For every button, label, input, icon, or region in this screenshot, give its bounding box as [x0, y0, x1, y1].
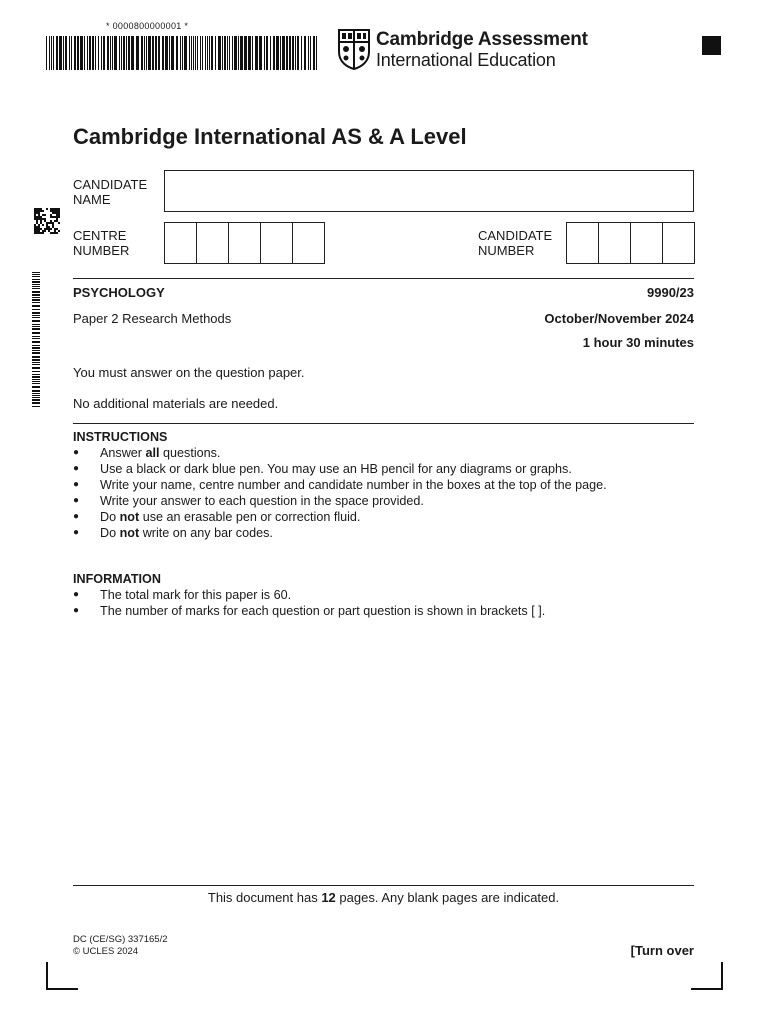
bullet-icon: ● [73, 479, 80, 490]
list-item: ● Do not use an erasable pen or correction fluid. [73, 510, 361, 524]
bullet-icon: ● [73, 447, 80, 458]
list-item: ● Do not write on any bar codes. [73, 526, 273, 540]
bullet-icon: ● [73, 605, 80, 616]
list-item: ● Write your name, centre number and candidate number in the boxes at the top of the page. [73, 478, 607, 492]
digit-box[interactable] [197, 223, 229, 263]
bullet-icon: ● [73, 463, 80, 474]
crest-icon [337, 28, 371, 70]
subject: PSYCHOLOGY [73, 285, 165, 300]
digit-box[interactable] [261, 223, 293, 263]
information-list [73, 587, 545, 619]
candidate-name-label: CANDIDATE NAME [73, 177, 148, 207]
crop-mark-left [46, 962, 78, 990]
digit-box[interactable] [165, 223, 197, 263]
registration-mark [702, 36, 721, 55]
logo-line-2: International Education [376, 50, 556, 70]
answer-note: You must answer on the question paper. [73, 365, 305, 380]
candidate-number-input[interactable] [566, 222, 695, 264]
exam-session: October/November 2024 [544, 311, 694, 326]
candidate-number-label: CANDIDATE NUMBER [478, 228, 553, 258]
duration: 1 hour 30 minutes [582, 335, 694, 350]
instructions-list [73, 445, 607, 541]
barcode [46, 36, 320, 70]
bullet-icon: ● [73, 527, 80, 538]
digit-box[interactable] [293, 223, 324, 263]
page-title: Cambridge International AS & A Level [73, 124, 467, 149]
divider [73, 423, 694, 424]
paper-name: Paper 2 Research Methods [73, 311, 232, 326]
list-item: ● The total mark for this paper is 60. [73, 588, 292, 602]
logo-line-1: Cambridge Assessment [376, 29, 588, 50]
centre-number-label: CENTRE NUMBER [73, 228, 130, 258]
materials-note: No additional materials are needed. [73, 396, 279, 411]
turn-over: [Turn over [630, 943, 694, 958]
digit-box[interactable] [599, 223, 631, 263]
paper-code: 9990/23 [647, 285, 694, 300]
candidate-name-input[interactable] [164, 170, 694, 212]
list-item: ● Use a black or dark blue pen. You may use an HB pencil for any diagrams or graphs. [73, 462, 572, 476]
list-item: ● Write your answer to each question in the space provided. [73, 494, 424, 508]
divider [73, 885, 694, 886]
barcode-number: * 0000800000001 * [106, 21, 189, 31]
digit-box[interactable] [631, 223, 663, 263]
bullet-icon: ● [73, 495, 80, 506]
cambridge-logo [337, 28, 587, 72]
side-barcode [28, 272, 40, 410]
qr-code [34, 208, 60, 234]
bullet-icon: ● [73, 589, 80, 600]
document-reference: DC (CE/SG) 337165/2 © UCLES 2024 [73, 934, 168, 957]
digit-box[interactable] [567, 223, 599, 263]
list-item: ● Answer all questions. [73, 446, 221, 460]
bullet-icon: ● [73, 511, 80, 522]
instructions-heading: INSTRUCTIONS [73, 430, 168, 444]
crop-mark-right [691, 962, 723, 990]
list-item: ● The number of marks for each question or part question is shown in brackets [ ]. [73, 604, 546, 618]
divider [73, 278, 694, 279]
information-heading: INFORMATION [73, 572, 161, 586]
centre-number-input[interactable] [164, 222, 325, 264]
digit-box[interactable] [663, 223, 694, 263]
page-count-note: This document has 12 pages. Any blank pages are indicated. [207, 890, 560, 905]
digit-box[interactable] [229, 223, 261, 263]
